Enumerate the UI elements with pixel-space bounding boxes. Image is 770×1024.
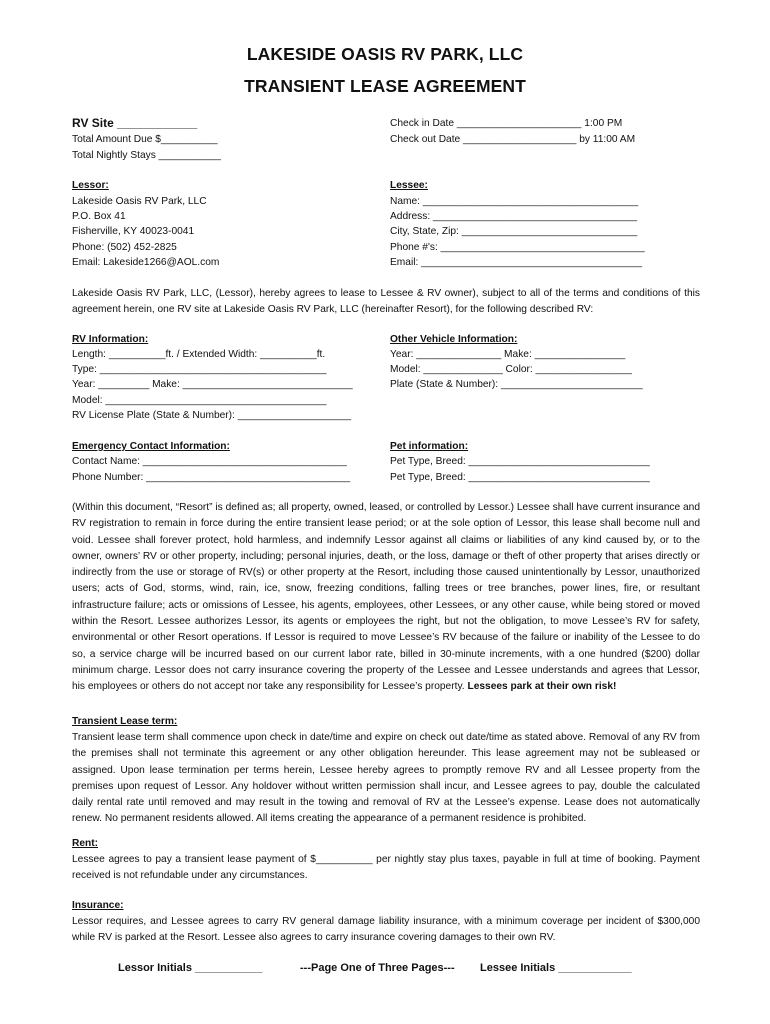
total-amount-due-field: Total Amount Due $__________ [72,134,218,145]
pet-info-heading: Pet information: [390,441,469,452]
lessee-initials-field: Lessee Initials ____________ [480,962,632,974]
lessor-email: Email: Lakeside1266@AOL.com [72,257,220,268]
lessee-address-field: Address: ____________________________________ [390,211,638,222]
other-vehicle-model-color-field: Model: ______________ Color: _________________ [390,364,632,375]
lease-term-heading: Transient Lease term: [72,716,178,727]
lessee-phone-field: Phone #'s: ____________________________________ [390,242,645,253]
rv-license-plate-field: RV License Plate (State & Number): ____________________ [72,410,352,421]
lessee-name-field: Name: ______________________________________ [390,196,639,207]
rv-info-heading: RV Information: [72,334,149,345]
rent-heading: Rent: [72,838,99,849]
lessee-heading: Lessee: [390,180,428,191]
rv-length-width-field: Length: __________ft. / Extended Width: __________ft. [72,349,326,360]
document-title-company: LAKESIDE OASIS RV PARK, LLC [246,44,524,64]
lessor-initials-field: Lessor Initials ___________ [118,962,263,974]
rent-paragraph: Lessee agrees to pay a transient lease payment of $__________ per nightly stay plus taxes, payable in full at time of booking. Payment received is not refundable under any circumstances. [72,854,700,882]
lessor-heading: Lessor: [72,180,109,191]
rv-model-field: Model: _______________________________________ [72,395,327,406]
rv-year-make-field: Year: _________ Make: ______________________________ [72,379,353,390]
intro-paragraph: Lakeside Oasis RV Park, LLC, (Lessor), hereby agrees to lease to Lessee & RV owner), subject to all of the terms and conditions of this agreement herein, one RV site at Lakeside Oasis RV Park, LLC (hereinafter Resort), for the following described RV: [72,288,700,316]
emergency-contact-phone-field: Phone Number: ____________________________________ [72,472,351,483]
emergency-contact-name-field: Contact Name: ____________________________________ [72,456,347,467]
other-vehicle-year-make-field: Year: _______________ Make: ________________ [390,349,626,360]
total-nightly-stays-field: Total Nightly Stays ___________ [72,150,221,161]
lessee-city-field: City, State, Zip: _______________________________ [390,226,638,237]
lessor-city: Fisherville, KY 40023-0041 [72,226,195,237]
rv-site-field: RV Site ____________ [72,116,198,130]
check-out-date-field: Check out Date ____________________ by 11:00 AM [390,134,636,145]
liability-text: (Within this document, “Resort” is defined as; all property, owned, leased, or controlled by Lessor.) Lessee shall have current insurance and RV registration to remain in force during the entire transient lease period; or at the sole option of Lessor, this lease shall become null and void. Lessee shall forever protect, hold harmless, and indemnify Lessor against all claims or liabilities of any kind caused by, or to the owner, owners’ RV or other property, including; personal injuries, death, or the loss, damage or theft of other property that arises directly or indirectly from the use or storage of RV(s) or other property at the Resort, including those caused unintentionally by Lessor, unauthorized users; acts of God, storms, wind, rain, ice, snow, freezing conditions, falling trees or tree branches, power lines, fire, or resultant infrastructure failure; acts or omissions of Lessee, his agents, employees, other Lessees, or any other cause, while being stored or moved within the Resort. Lessee authorizes Lessor, its agents or employees the right, but not the obligation, to move Lessee’s RV for safety, environmental or other Resort operations. If Lessor is required to move Lessee’s RV because of the failure or inability of the Lessee to do so, a service charge will be incurred based on our current labor rate, billed in 30-minute increments, with a one hundred ($200) dollar minimum charge. Lessor does not carry insurance covering the property of the Lessee and Lessee understands and agrees that Lessor, his employees or others do not accept nor take any responsibility for Lessee’s property. [72,502,700,693]
other-vehicle-heading: Other Vehicle Information: [390,334,518,345]
lease-term-paragraph: Transient lease term shall commence upon check in date/time and expire on check out date/time as stated above. Removal of any RV from the premises shall not terminate this agreement or any other obligation hereunder. This lease agreement may not be subleased or assigned. Upon lease termination per terms herein, Lessee hereby agrees to promptly remove RV and all Lessee property from the premises upon request of Lessor. Any holdover without written permission shall incur, and Lessee agrees to pay, double the calculated daily rental rate until removed and may result in the towing and removal of RV at the Lessee’s expense. Lease does not automatically renew. No permanent residents allowed. All items creating the appearance of a permanent residence is prohibited. [72,732,700,825]
liability-paragraph [72,500,700,696]
insurance-heading: Insurance: [72,900,124,911]
pet-type-breed-field-1: Pet Type, Breed: ________________________________ [390,456,650,467]
check-in-date-field: Check in Date ______________________ 1:00 PM [390,118,623,129]
page-indicator: ---Page One of Three Pages--- [300,962,455,974]
pet-type-breed-field-2: Pet Type, Breed: ________________________________ [390,472,650,483]
rv-type-field: Type: ________________________________________ [72,364,327,375]
lessor-po-box: P.O. Box 41 [72,211,126,222]
insurance-paragraph: Lessor requires, and Lessee agrees to carry RV general damage liability insurance, with a minimum coverage per incident of $300,000 while RV is parked at the Resort. Lessee also agrees to carry insurance covering damages to their own RV. [72,916,700,944]
park-at-own-risk-notice: Lessees park at their own risk! [467,681,617,693]
document-title-agreement: TRANSIENT LEASE AGREEMENT [244,76,526,96]
emergency-contact-heading: Emergency Contact Information: [72,441,230,452]
other-vehicle-plate-field: Plate (State & Number): _________________________ [390,379,643,390]
lessor-name: Lakeside Oasis RV Park, LLC [72,196,207,207]
lessee-email-field: Email: _______________________________________ [390,257,643,268]
lessor-phone: Phone: (502) 452-2825 [72,242,177,253]
